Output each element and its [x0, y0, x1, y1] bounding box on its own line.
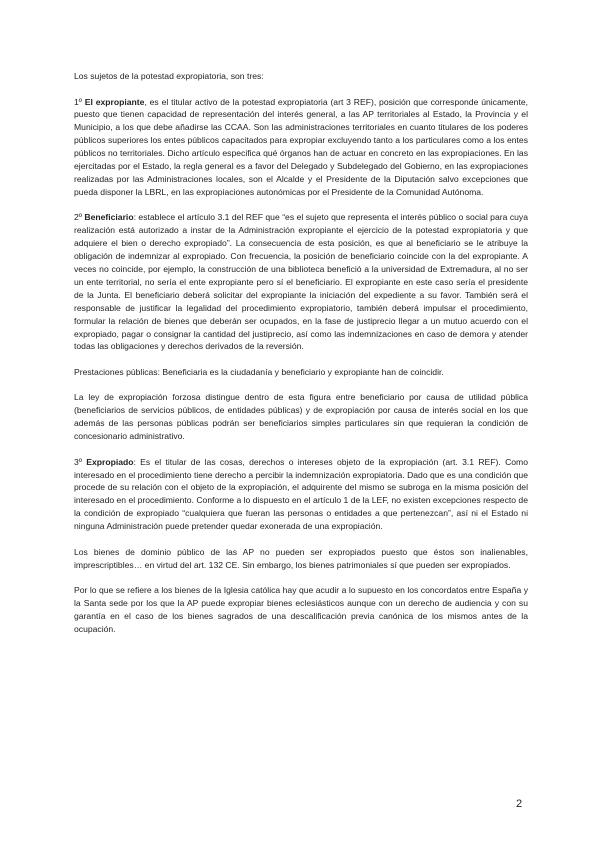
expropiante-paragraph	[74, 96, 528, 199]
intro-paragraph	[74, 70, 528, 83]
expropiado-heading: Expropiado	[86, 456, 134, 467]
iglesia-paragraph	[74, 584, 528, 636]
bienes-dominio-paragraph	[74, 546, 528, 572]
ley-expropiacion-text: La ley de expropiación forzosa distingue dentro de esta figura entre beneficiario por causa de utilidad pública (beneficiarios de servicios públicos, de entidades públicas) y de expropiación por causa de interés social en los que además de las personas públicas podrán ser beneficiarios simples particulares sin que requieran la condición de concesionario administrativo.	[74, 392, 528, 442]
iglesia-text: Por lo que se refiere a los bienes de la Iglesia católica hay que acudir a lo supuesto en los concordatos entre España y la Santa sede por los que la AP puede expropiar bienes eclesiásticos aunque con un derecho de audiencia y con su garantía en el caso de los bienes sagrados de una descalificación previa canónica de los mismos antes de la ocupación.	[74, 585, 528, 634]
expropiante-number: 1º	[74, 96, 85, 107]
beneficiario-number: 2º	[74, 212, 85, 223]
document-body	[74, 70, 528, 648]
intro-text: Los sujetos de la potestad expropiatoria, son tres:	[74, 71, 264, 81]
expropiante-text: , es el titular activo de la potestad expropiatoria (art 3 REF), posición que corresponde únicamente, puesto que tienen capacidad de representación del interés general, a las AP territoriales al Estado, la Provincia y el Municipio, a los que debe añadirse las CCAA. Son las administraciones territoriales en cuanto titulares de los poderes públicos superiores los entes públicos capacitados para expropiar excluyendo tanto a los particulares como a los entes públicos no territoriales. Dicho artículo especifica qué órganos han de actuar en concreto en las expropiaciones. En las ejercitadas por el Estado, la regla general es a favor del Delegado y Subdelegado del Gobierno, en las expropiaciones realizadas por las Administraciones locales, son el Alcalde y el Presidente de la Diputación salvo excepciones que pueda disponer la LBRL, en las expropiaciones autonómicas por el Presidente de la Comunidad Autónoma.	[74, 96, 529, 197]
beneficiario-text: : establece el artículo 3.1 del REF que “es el sujeto que representa el interés público o social para cuya realización está autorizado a instar de la Administración expropiante el ejercicio de la potestad expropiatoria y que adquiere el bien o derecho expropiado”. La consecuencia de esta posición, es que al beneficiario se le atribuye la obligación de indemnizar al expropiado. Con frecuencia, la posición de beneficiario coincide con la del expropiante. A veces no coincide, por ejemplo, la construcción de una biblioteca benefició a la universidad de Extremadura, al no ser un ente territorial, no sería el ente expropiante pero sí el beneficiario. El expropiante en este caso sería el presidente de la Junta. El beneficiario deberá solicitar del expropiante la iniciación del expediente a su favor. También será el responsable de justificar la legalidad del procedimiento expropiatorio, también deberá impulsar el procedimiento, formular la relación de bienes que deberán ser ocupados, en la fase de justiprecio llegar a un mutuo acuerdo con el expropiado, pagar o consignar la cantidad del justiprecio, así como las indemnizaciones en caso de demora y atender todas las obligaciones y derechos derivados de la reversión.	[74, 212, 528, 352]
beneficiario-paragraph	[74, 211, 528, 353]
expropiado-text: : Es el titular de las cosas, derechos o intereses objeto de la expropiación (art. 3.1 REF). Como interesado en el procedimiento tiene derecho a percibir la indemnización expropiatoria. Dado que es una condición que procede de su relación con el objeto de la expropiación, el adquirente del mismo se subroga en la misma posición del interesado en el procedimiento. Conforme a lo dispuesto en el artículo 1 de la LEF, no existen excepciones respecto de la condición de expropiado “cualquiera que fueran las personas o entidades a que pertenezcan”, así ni el Estado ni ninguna Administración puede pretender quedar exonerada de una expropiación.	[74, 456, 528, 532]
prestaciones-paragraph	[74, 366, 528, 379]
page-number: 2	[516, 798, 523, 810]
prestaciones-text: Prestaciones públicas: Beneficiaria es la ciudadanía y beneficiario y expropiante han de coincidir.	[74, 366, 444, 377]
ley-expropiacion-paragraph	[74, 391, 528, 443]
expropiado-number: 3º	[74, 456, 87, 467]
expropiante-heading: El expropiante	[84, 96, 145, 107]
expropiado-paragraph	[74, 456, 528, 533]
bienes-dominio-text: Los bienes de dominio público de las AP no pueden ser expropiados puesto que éstos son inalienables, imprescriptibles… en virtud del art. 132 CE. Sin embargo, los bienes patrimoniales sí que pueden ser expropiados.	[74, 546, 528, 570]
beneficiario-heading: Beneficiario	[84, 212, 134, 223]
